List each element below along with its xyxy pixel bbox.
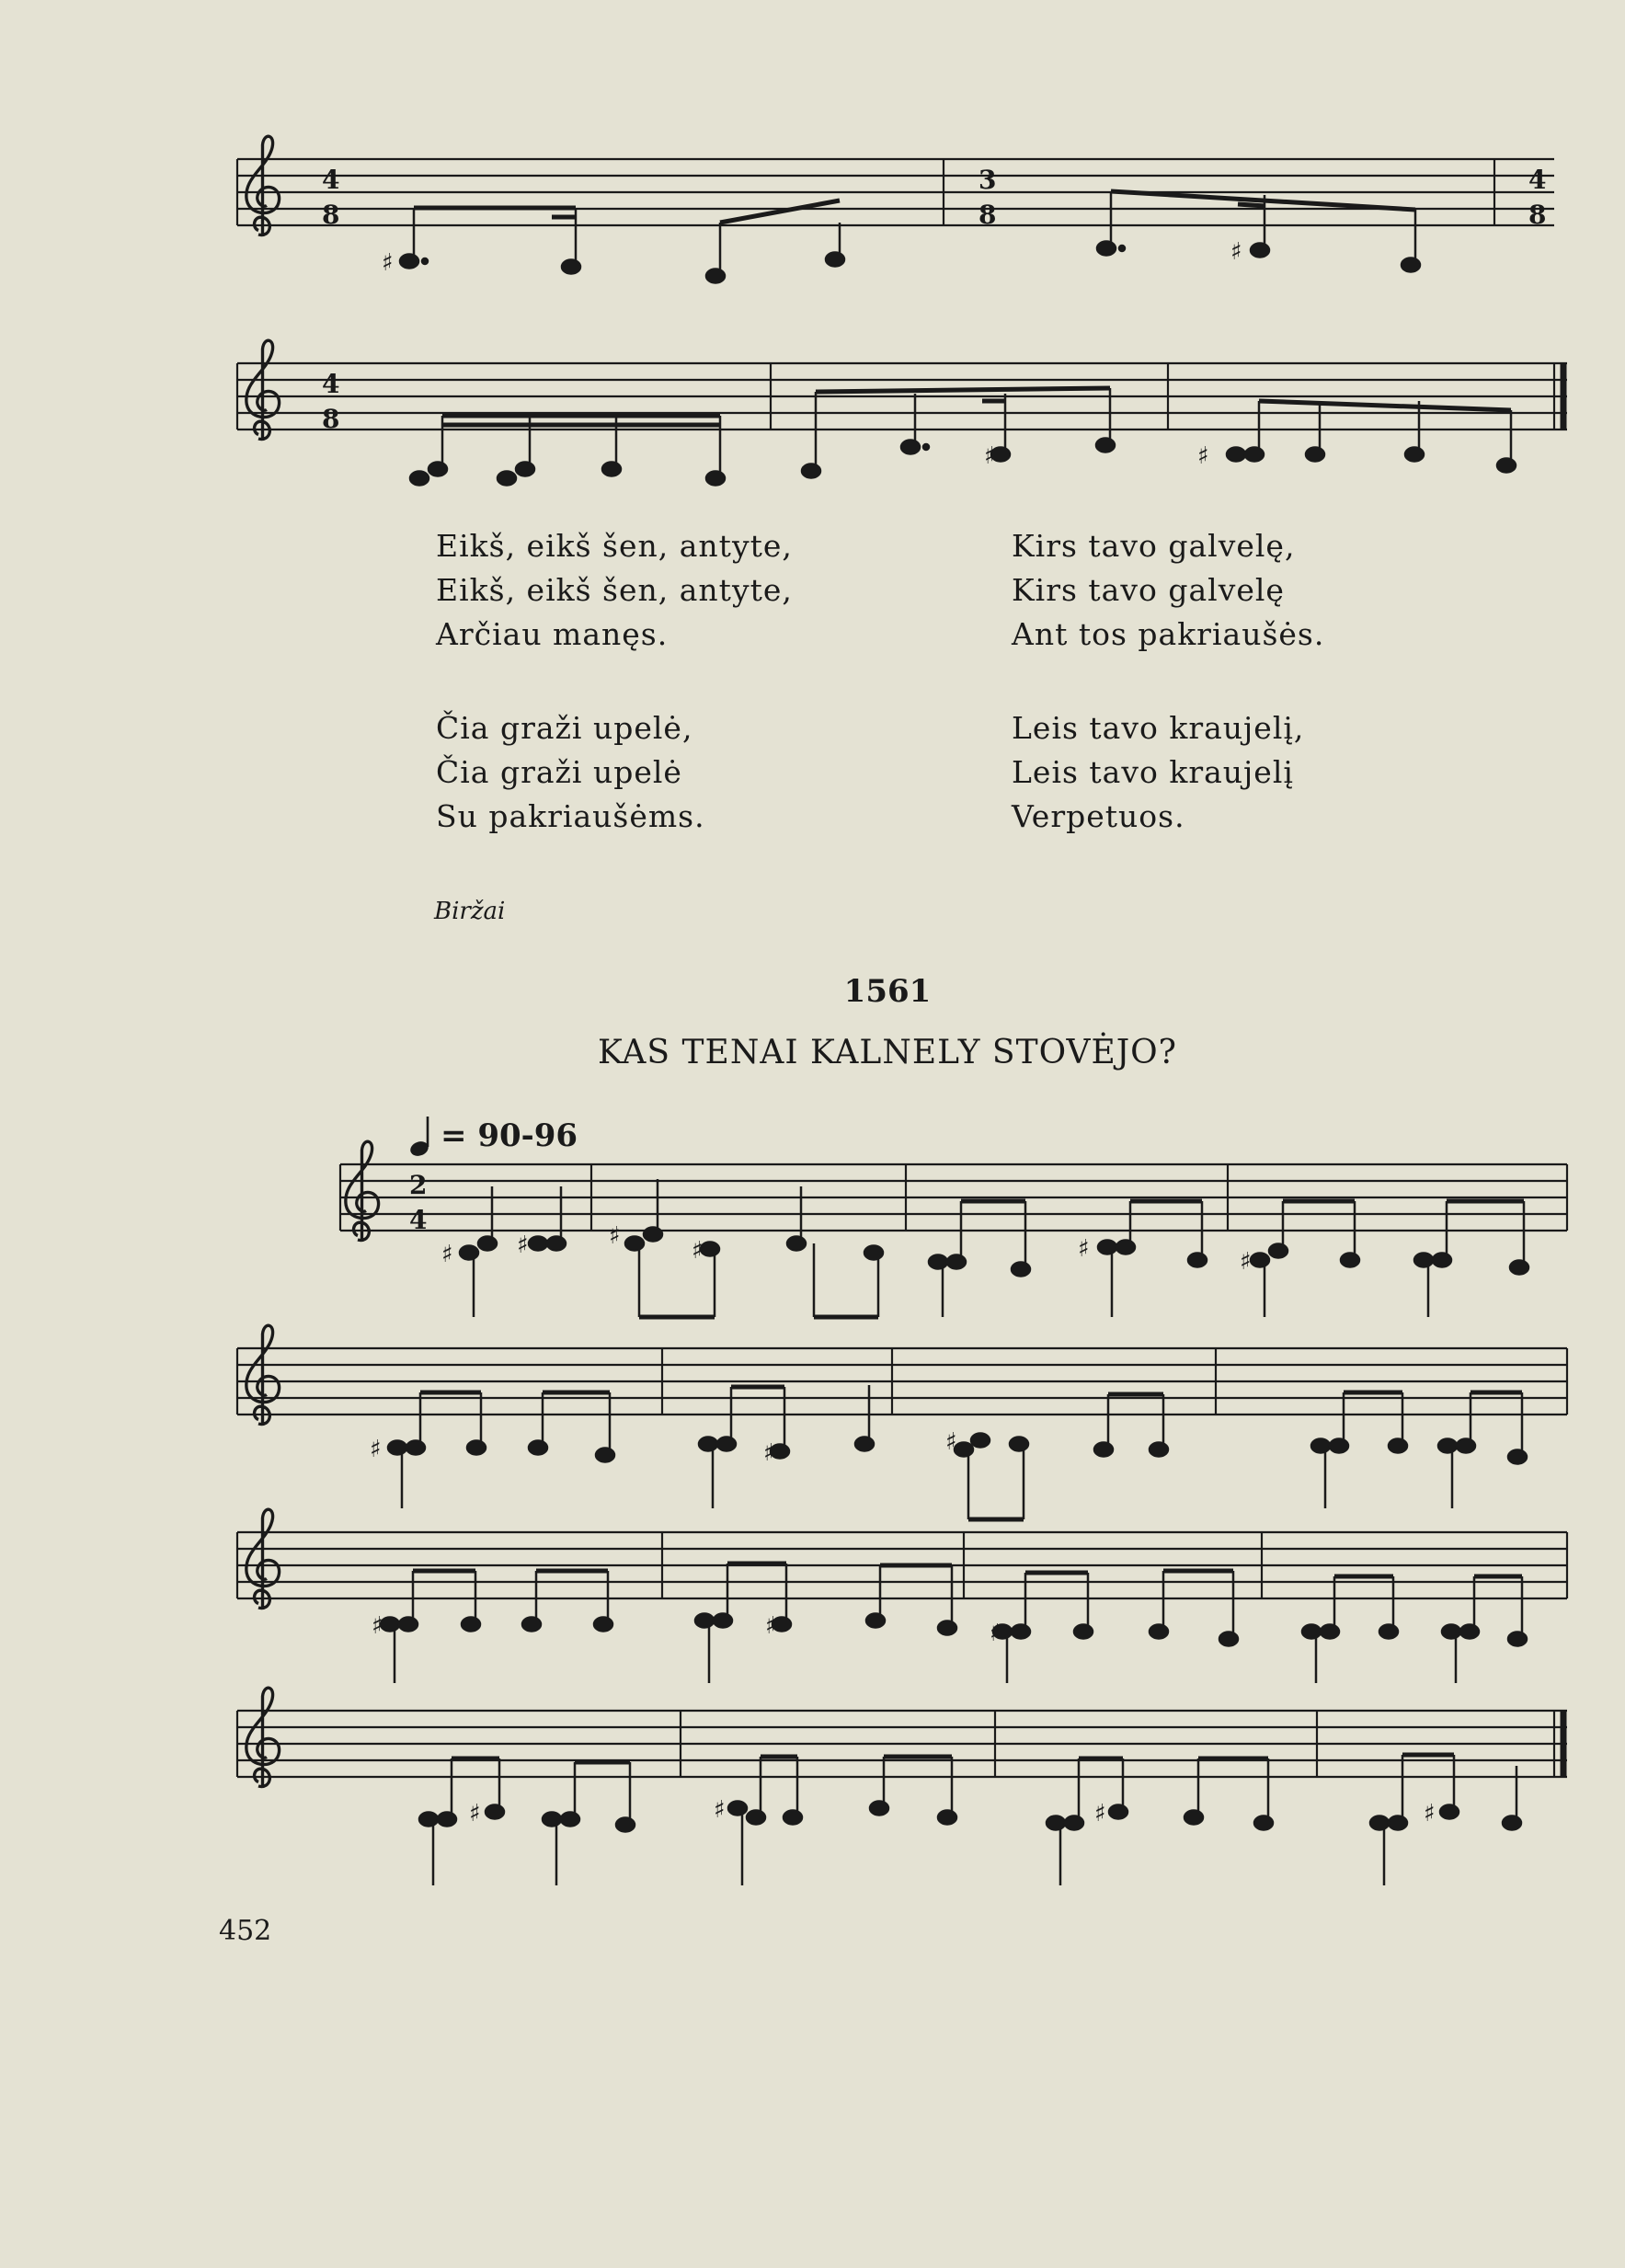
lyric-line: Čia graži upelė: [436, 754, 682, 790]
svg-text:♯: ♯: [517, 1231, 529, 1259]
tempo-value: = 90-96: [441, 1117, 578, 1154]
svg-text:♯: ♯: [370, 1436, 382, 1463]
lyrics-stanza: [1012, 524, 1324, 657]
lyric-line: Eikš, eikš šen, antyte,: [436, 572, 793, 608]
svg-text:♯: ♯: [990, 1620, 1001, 1647]
lyric-line: Čia graži upelė,: [436, 710, 693, 746]
treble-clef-icon: [246, 1688, 280, 1786]
song-number: 1561: [843, 973, 932, 1010]
staff-system-1: [237, 136, 1554, 282]
svg-text:♯: ♯: [765, 1612, 777, 1640]
time-signature-numerator: 3: [978, 165, 997, 195]
svg-text:♯: ♯: [609, 1222, 621, 1250]
tempo-marking: [409, 1115, 578, 1157]
svg-text:♯: ♯: [1197, 442, 1209, 470]
time-signature-denominator: 8: [1528, 200, 1547, 230]
svg-text:♯: ♯: [714, 1796, 726, 1824]
svg-text:2: 2: [409, 1170, 428, 1200]
lyric-line: Eikš, eikš šen, antyte,: [436, 528, 793, 564]
svg-text:♯: ♯: [763, 1439, 775, 1467]
place-of-origin: Biržai: [434, 898, 506, 925]
lyric-line: Leis tavo kraujelį,: [1012, 710, 1305, 746]
treble-clef-icon: [246, 136, 280, 235]
lyric-line: Kirs tavo galvelę: [1012, 572, 1285, 608]
lyric-line: Su pakriaušėms.: [436, 798, 705, 834]
svg-text:♯: ♯: [1240, 1248, 1252, 1276]
lyrics-stanza: [1012, 706, 1324, 839]
svg-text:♯: ♯: [984, 442, 996, 470]
svg-text:♯: ♯: [692, 1237, 704, 1265]
lyric-line: Arčiau manęs.: [436, 616, 669, 652]
staff-system-6: [237, 1688, 1567, 1885]
lyrics-stanza: [436, 706, 793, 839]
song-title: KAS TENAI KALNELY STOVĖJO?: [597, 1034, 1177, 1071]
treble-clef-icon: [246, 1509, 280, 1608]
svg-text:♯: ♯: [469, 1800, 481, 1827]
svg-text:♯: ♯: [1230, 238, 1242, 266]
lyrics-left-column: [436, 524, 793, 888]
staff-system-3: [340, 1141, 1567, 1317]
treble-clef-icon: [246, 1325, 280, 1424]
svg-text:4: 4: [409, 1205, 428, 1235]
time-signature-denominator: 8: [978, 200, 997, 230]
svg-text:♯: ♯: [945, 1428, 957, 1456]
page-number: 452: [219, 1915, 272, 1947]
svg-text:♯: ♯: [382, 249, 394, 277]
treble-clef-icon: [346, 1141, 379, 1240]
time-signature-denominator: 8: [322, 200, 340, 230]
time-signature-numerator: 4: [322, 165, 340, 195]
staff-system-4: [237, 1325, 1567, 1519]
time-signature-numerator: 4: [1528, 165, 1547, 195]
svg-text:♯: ♯: [1424, 1800, 1436, 1827]
lyric-line: Verpetuos.: [1012, 798, 1185, 834]
lyrics-right-column: [1012, 524, 1324, 888]
svg-text:♯: ♯: [1078, 1235, 1090, 1263]
lyric-line: Leis tavo kraujelį: [1012, 754, 1294, 790]
svg-text:8: 8: [322, 404, 340, 434]
svg-text:4: 4: [322, 369, 340, 399]
staff-system-5: [237, 1509, 1567, 1683]
lyrics-stanza: [436, 524, 793, 657]
treble-clef-icon: [246, 340, 280, 439]
svg-text:♯: ♯: [441, 1241, 453, 1268]
lyric-line: Kirs tavo galvelę,: [1012, 528, 1296, 564]
staff-system-2: [237, 340, 1567, 485]
svg-text:♯: ♯: [372, 1612, 383, 1640]
quarter-note-icon: [409, 1115, 435, 1157]
lyric-line: Ant tos pakriaušės.: [1012, 616, 1325, 652]
svg-text:♯: ♯: [1094, 1800, 1106, 1827]
